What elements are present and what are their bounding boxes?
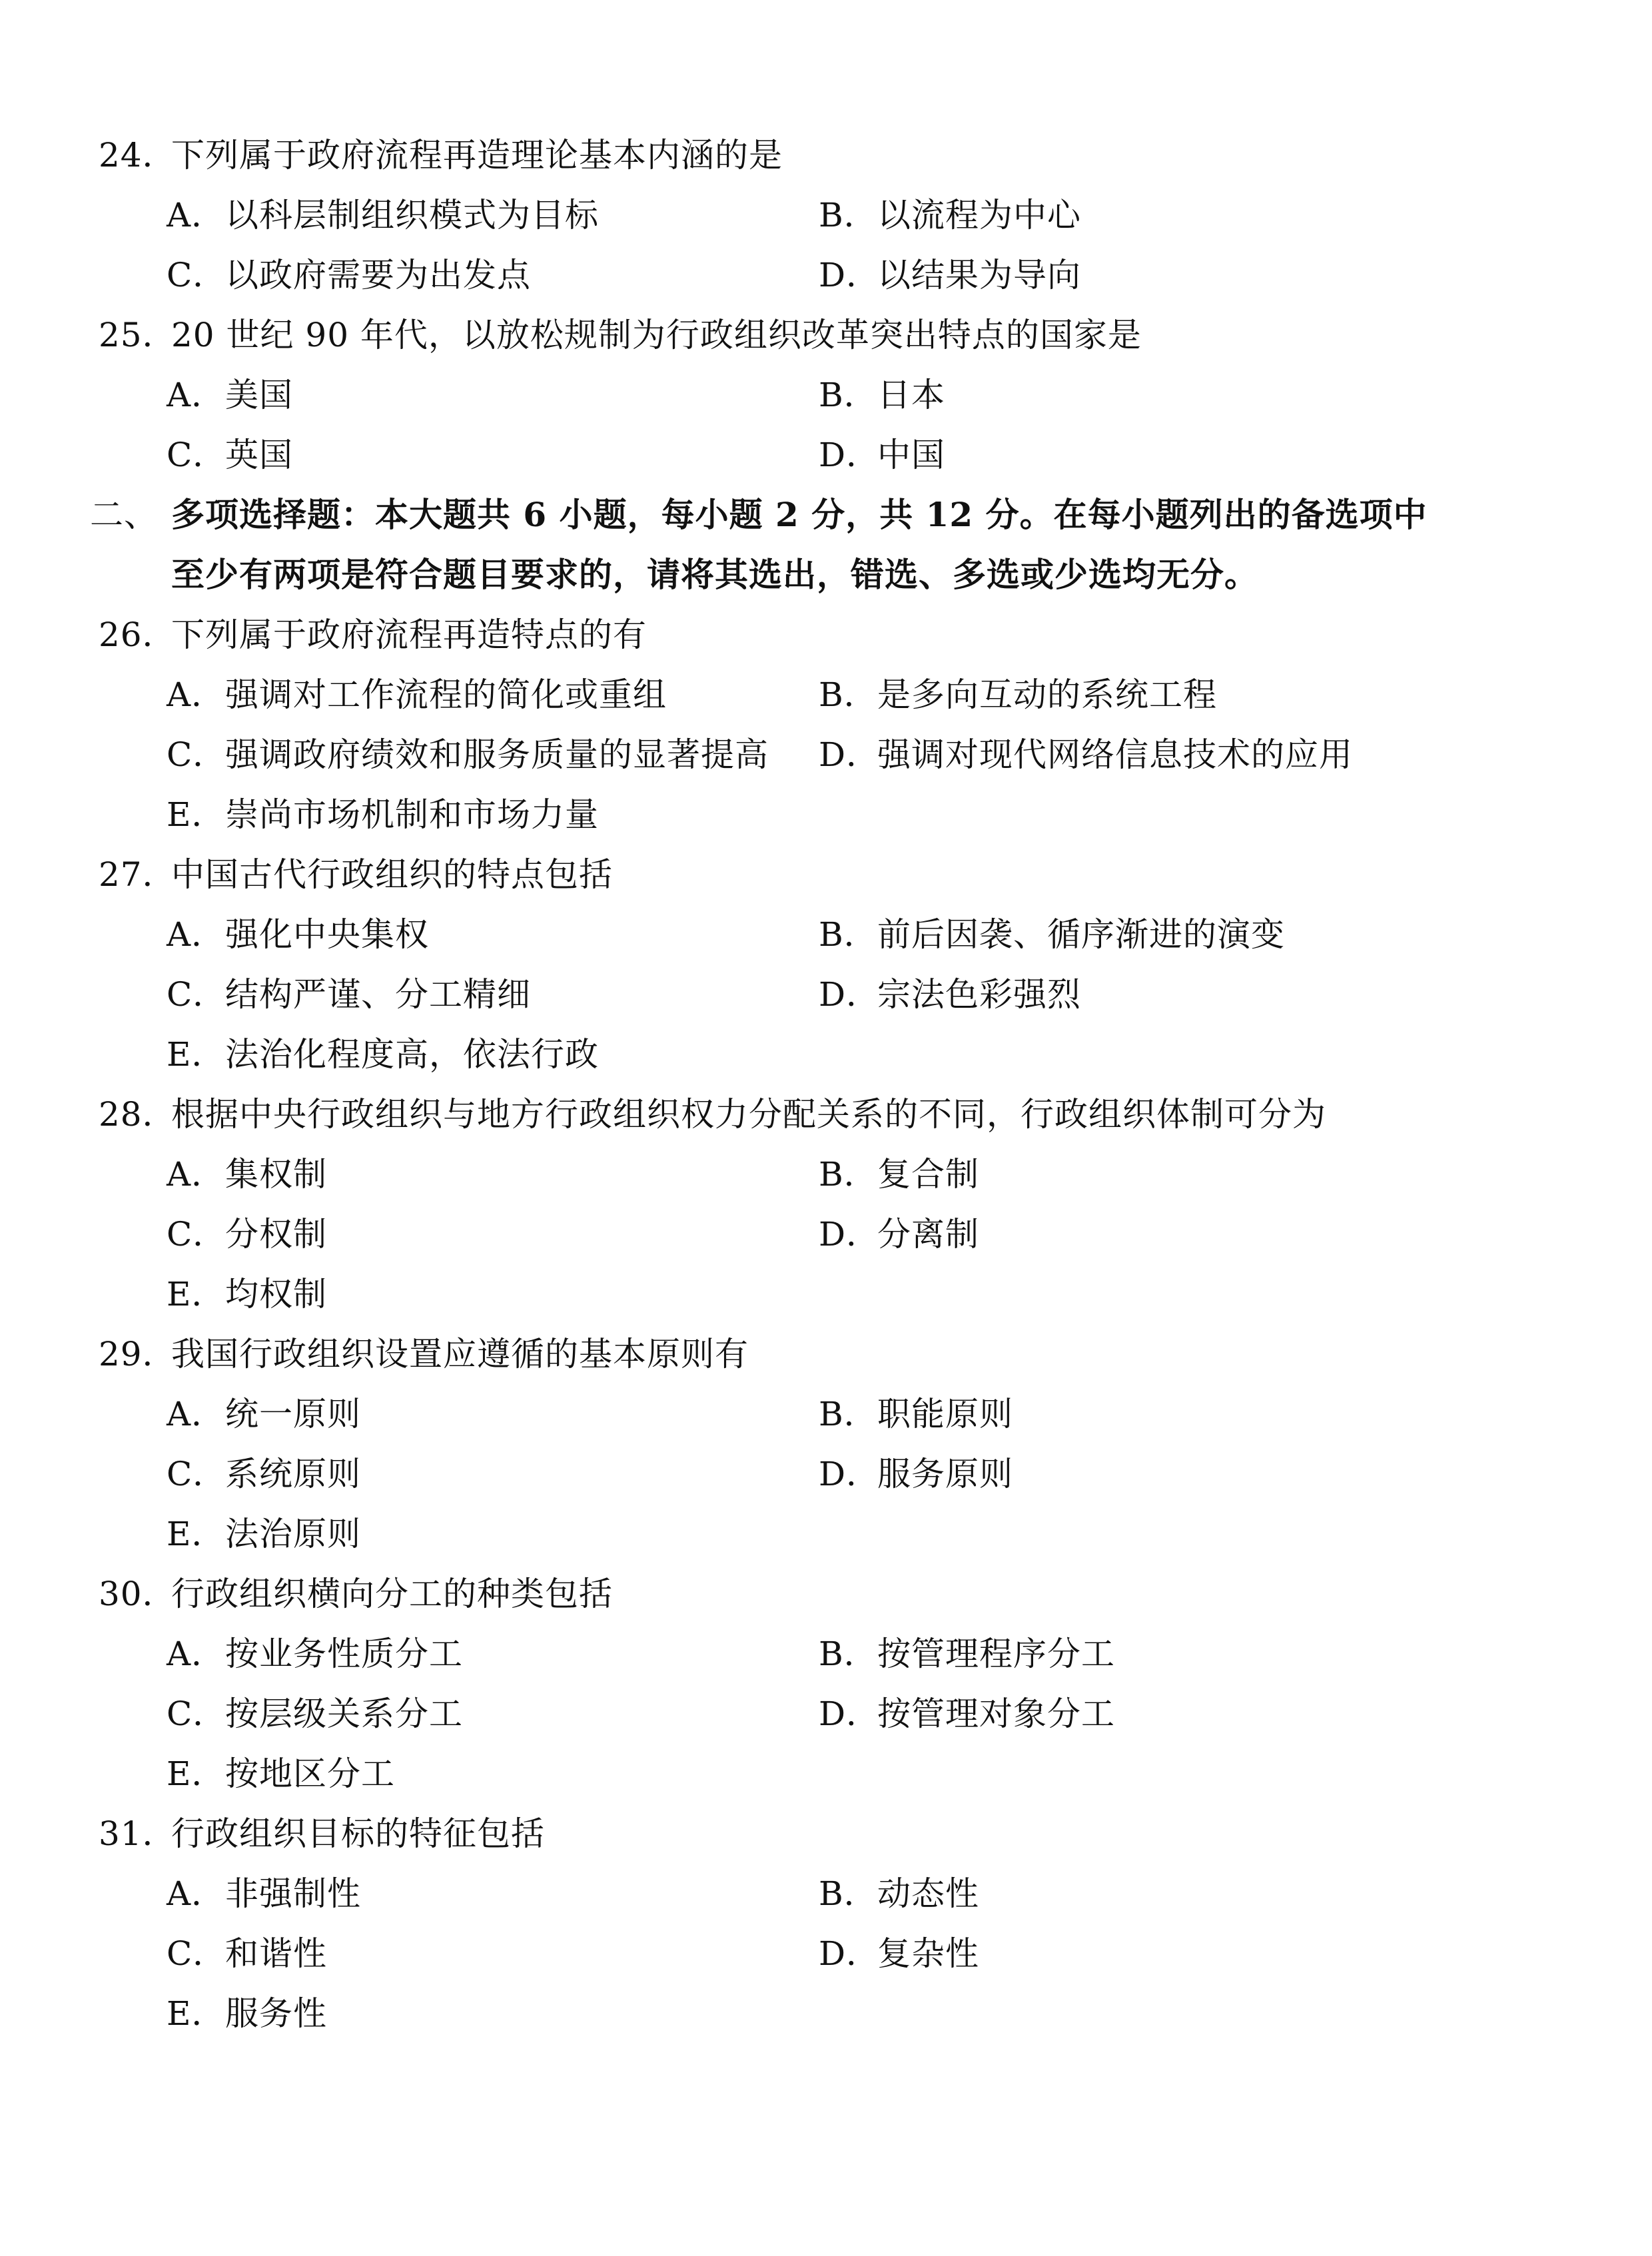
question-26-options-cd [99, 725, 1564, 785]
option-text: 是多向互动的系统工程 [877, 675, 1217, 714]
option-c [167, 1684, 819, 1744]
option-b [819, 665, 1217, 725]
option-label: E． [167, 1275, 226, 1314]
option-text: 英国 [225, 436, 293, 474]
exam-page [90, 125, 1564, 2044]
option-b [819, 1384, 1013, 1444]
option-c [167, 964, 819, 1024]
option-text: 按管理程序分工 [877, 1635, 1115, 1673]
section-two-heading-continued [99, 545, 1564, 605]
question-stem: 行政组织横向分工的种类包括 [171, 1575, 613, 1613]
question-number: 28． [99, 1095, 177, 1134]
question-26-options-e [99, 785, 1564, 845]
question-24-options-cd [99, 245, 1564, 305]
option-d [819, 1924, 979, 1984]
question-stem: 我国行政组织设置应遵循的基本原则有 [171, 1335, 749, 1373]
option-text: 系统原则 [225, 1455, 361, 1493]
option-label: D． [819, 256, 881, 294]
option-label: B． [819, 1155, 878, 1194]
question-stem: 中国古代行政组织的特点包括 [171, 855, 613, 894]
option-label: E． [167, 1994, 226, 2033]
question-stem: 20 世纪 90 年代，以放松规制为行政组织改革突出特点的国家是 [171, 316, 1142, 354]
option-b [819, 185, 1081, 245]
option-label: C． [167, 975, 227, 1014]
option-text: 均权制 [225, 1275, 327, 1314]
option-text: 前后因袭、循序渐进的演变 [877, 915, 1285, 954]
option-label: A． [167, 1395, 226, 1433]
option-c [167, 425, 819, 485]
option-c [167, 1924, 819, 1984]
option-b [819, 365, 945, 425]
option-e [167, 1024, 599, 1084]
option-text: 服务原则 [877, 1455, 1013, 1493]
option-label: B． [819, 196, 878, 234]
question-24-stem-row [99, 125, 1564, 185]
question-30-stem-row [99, 1564, 1564, 1624]
section-two-heading [90, 485, 1564, 545]
option-label: A． [167, 1155, 226, 1194]
question-29-options-e [99, 1504, 1564, 1564]
option-text: 以结果为导向 [877, 256, 1081, 294]
question-number: 29． [99, 1335, 177, 1373]
option-d [819, 245, 1081, 305]
option-text: 强调对工作流程的简化或重组 [225, 675, 667, 714]
option-e [167, 1264, 327, 1324]
question-27-options-e [99, 1024, 1564, 1084]
option-a [167, 1624, 819, 1684]
option-text: 强化中央集权 [225, 915, 429, 954]
question-number: 31． [99, 1814, 177, 1853]
question-27-options-cd [99, 964, 1564, 1024]
option-d [819, 964, 1081, 1024]
option-text: 分权制 [225, 1215, 327, 1254]
option-a [167, 1144, 819, 1204]
section-number: 二、 [90, 496, 158, 534]
option-text: 法治化程度高，依法行政 [225, 1035, 599, 1074]
question-30-options-cd [99, 1684, 1564, 1744]
question-27-stem-row [99, 845, 1564, 905]
question-stem: 根据中央行政组织与地方行政组织权力分配关系的不同，行政组织体制可分为 [171, 1095, 1326, 1134]
option-text: 强调政府绩效和服务质量的显著提高 [225, 735, 769, 774]
question-26-options-ab [99, 665, 1564, 725]
option-text: 强调对现代网络信息技术的应用 [877, 735, 1353, 774]
option-label: B． [819, 1635, 878, 1673]
question-28-options-ab [99, 1144, 1564, 1204]
option-text: 法治原则 [225, 1515, 361, 1553]
question-number: 26． [99, 615, 177, 654]
option-c [167, 1204, 819, 1264]
option-label: D． [819, 975, 881, 1014]
question-31-options-ab [99, 1864, 1564, 1924]
question-number: 30． [99, 1575, 177, 1613]
option-text: 以政府需要为出发点 [225, 256, 531, 294]
option-label: E． [167, 1754, 226, 1793]
option-d [819, 1204, 979, 1264]
option-text: 日本 [877, 376, 945, 414]
question-number: 27． [99, 855, 177, 894]
question-28-stem-row [99, 1084, 1564, 1144]
option-c [167, 245, 819, 305]
question-31-options-e [99, 1984, 1564, 2044]
option-c [167, 1444, 819, 1504]
option-label: D． [819, 436, 881, 474]
option-label: C． [167, 1934, 227, 1973]
option-text: 按业务性质分工 [225, 1635, 463, 1673]
option-text: 中国 [877, 436, 945, 474]
option-label: D． [819, 735, 881, 774]
option-label: C． [167, 1215, 227, 1254]
option-label: C． [167, 1455, 227, 1493]
option-a [167, 365, 819, 425]
option-d [819, 1444, 1013, 1504]
option-text: 非强制性 [225, 1874, 361, 1913]
option-label: E． [167, 1035, 226, 1074]
question-25-options-cd [99, 425, 1564, 485]
question-stem: 下列属于政府流程再造理论基本内涵的是 [171, 136, 783, 175]
question-29-stem-row [99, 1324, 1564, 1384]
option-label: A． [167, 915, 226, 954]
option-label: A． [167, 1874, 226, 1913]
option-label: A． [167, 196, 226, 234]
option-text: 以科层制组织模式为目标 [225, 196, 599, 234]
option-text: 以流程为中心 [877, 196, 1081, 234]
option-text: 复杂性 [877, 1934, 979, 1973]
option-text: 集权制 [225, 1155, 327, 1194]
question-29-options-ab [99, 1384, 1564, 1444]
option-a [167, 905, 819, 964]
question-26-stem-row [99, 605, 1564, 665]
question-stem: 行政组织目标的特征包括 [171, 1814, 545, 1853]
option-text: 按层级关系分工 [225, 1694, 463, 1733]
question-28-options-cd [99, 1204, 1564, 1264]
option-label: C． [167, 735, 227, 774]
question-31-options-cd [99, 1924, 1564, 1984]
option-label: E． [167, 795, 226, 834]
option-b [819, 905, 1285, 964]
question-29-options-cd [99, 1444, 1564, 1504]
question-30-options-e [99, 1744, 1564, 1804]
question-25-options-ab [99, 365, 1564, 425]
option-text: 崇尚市场机制和市场力量 [225, 795, 599, 834]
option-e [167, 1984, 327, 2044]
option-text: 按管理对象分工 [877, 1694, 1115, 1733]
option-label: D． [819, 1215, 881, 1254]
option-label: D． [819, 1455, 881, 1493]
question-24-options-ab [99, 185, 1564, 245]
option-label: B． [819, 1874, 878, 1913]
question-25-stem-row [99, 305, 1564, 365]
option-e [167, 1504, 361, 1564]
option-text: 复合制 [877, 1155, 979, 1194]
option-label: C． [167, 1694, 227, 1733]
option-text: 宗法色彩强烈 [877, 975, 1081, 1014]
option-d [819, 725, 1353, 785]
option-text: 按地区分工 [225, 1754, 395, 1793]
option-e [167, 1744, 395, 1804]
option-text: 结构严谨、分工精细 [225, 975, 531, 1014]
option-label: B． [819, 1395, 878, 1433]
option-label: E． [167, 1515, 226, 1553]
option-b [819, 1144, 979, 1204]
option-a [167, 1864, 819, 1924]
option-d [819, 425, 945, 485]
option-label: A． [167, 675, 226, 714]
option-text: 分离制 [877, 1215, 979, 1254]
option-label: B． [819, 376, 878, 414]
option-e [167, 785, 599, 845]
option-a [167, 665, 819, 725]
option-label: B． [819, 675, 878, 714]
section-instructions-line-2: 至少有两项是符合题目要求的，请将其选出，错选、多选或少选均无分。 [171, 555, 1258, 594]
option-label: C． [167, 256, 227, 294]
section-instructions-line-1: 多项选择题：本大题共 6 小题，每小题 2 分，共 12 分。在每小题列出的备选项中 [171, 495, 1428, 534]
question-30-options-ab [99, 1624, 1564, 1684]
option-label: D． [819, 1934, 881, 1973]
question-28-options-e [99, 1264, 1564, 1324]
option-b [819, 1864, 979, 1924]
option-d [819, 1684, 1115, 1744]
question-number: 24． [99, 136, 177, 175]
option-text: 统一原则 [225, 1395, 361, 1433]
option-label: B． [819, 915, 878, 954]
option-label: D． [819, 1694, 881, 1733]
question-number: 25． [99, 316, 177, 354]
option-text: 服务性 [225, 1994, 327, 2033]
option-label: A． [167, 376, 226, 414]
option-c [167, 725, 819, 785]
option-text: 动态性 [877, 1874, 979, 1913]
option-label: C． [167, 436, 227, 474]
option-text: 和谐性 [225, 1934, 327, 1973]
question-stem: 下列属于政府流程再造特点的有 [171, 615, 647, 654]
option-a [167, 1384, 819, 1444]
option-text: 美国 [225, 376, 293, 414]
question-27-options-ab [99, 905, 1564, 964]
option-label: A． [167, 1635, 226, 1673]
option-b [819, 1624, 1115, 1684]
option-a [167, 185, 819, 245]
option-text: 职能原则 [877, 1395, 1013, 1433]
question-31-stem-row [99, 1804, 1564, 1864]
